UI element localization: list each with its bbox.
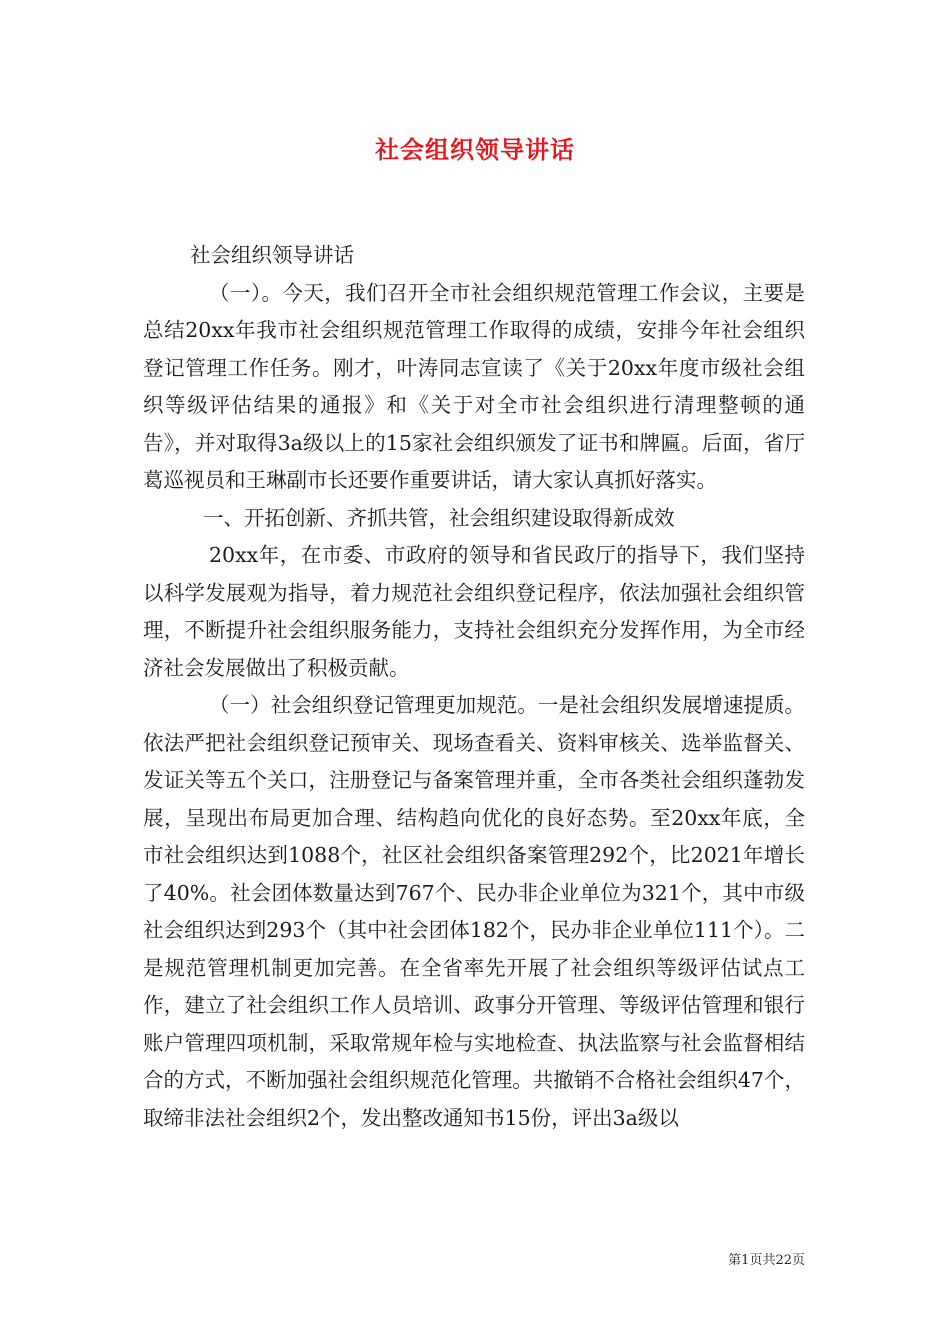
- page-number: 第1页共22页: [728, 1253, 805, 1268]
- section-heading: 一、开拓创新、齐抓共管，社会组织建设取得新成效: [203, 505, 675, 530]
- document-title: 社会组织领导讲话: [375, 135, 575, 164]
- body-paragraph-intro: （一）。今天，我们召开全市社会组织规范管理工作会议，主要是总结20xx年我市社会组织规范管理工作取得的成绩，安排今年社会组织登记管理工作任务。刚才，叶涛同志宣读了《关于20xx年度市级社会组织等级评估结果的通报》和《关于对全市社会组织进行清理整顿的通告》，并对取得3a级以上的15家社会组织颁发了证书和牌匾。后面，省厅葛巡视员和王琳副市长还要作重要讲话，请大家认真抓好落实。: [143, 280, 805, 492]
- body-paragraph-subtitle: 社会组织领导讲话: [190, 243, 354, 267]
- body-paragraph-registration: （一）社会组织登记管理更加规范。一是社会组织发展增速提质。依法严把社会组织登记预审关、现场查看关、资料审核关、选举监督关、发证关等五个关口，注册登记与备案管理并重，全市各类社会组织蓬勃发展，呈现出布局更加合理、结构趋向优化的良好态势。至20xx年底，全市社会组织达到1088个，社区社会组织备案管理292个，比2021年增长了40%。社会团体数量达到767个、民办非企业单位为321个，其中市级社会组织达到293个（其中社会团体182个，民办非企业单位111个）。二是规范管理机制更加完善。在全省率先开展了社会组织等级评估试点工作，建立了社会组织工作人员培训、政事分开管理、等级评估管理和银行账户管理四项机制，采取常规年检与实地检查、执法监察与社会监督相结合的方式，不断加强社会组织规范化管理。共撤销不合格社会组织47个，取缔非法社会组织2个，发出整改通知书15份，评出3a级以: [143, 693, 805, 1130]
- document-body: [143, 237, 805, 1137]
- body-paragraph-summary: 20xx年，在市委、市政府的领导和省民政厅的指导下，我们坚持以科学发展观为指导，着力规范社会组织登记程序，依法加强社会组织管理，不断提升社会组织服务能力，支持社会组织充分发挥作用，为全市经济社会发展做出了积极贡献。: [143, 543, 805, 680]
